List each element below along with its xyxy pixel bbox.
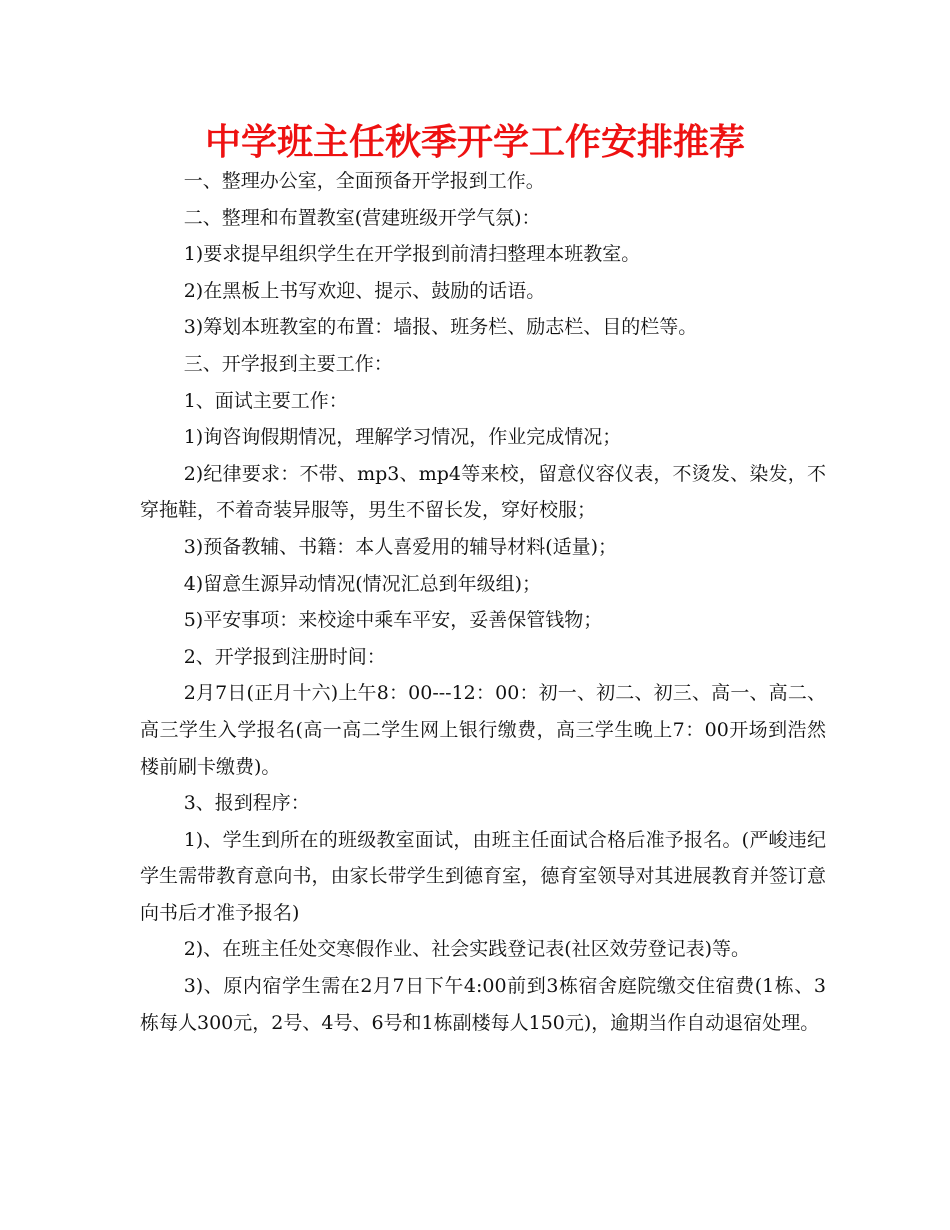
paragraph: 1)、学生到所在的班级教室面试，由班主任面试合格后准予报名。(严峻违纪学生需带教育意向书，由家长带学生到德育室，德育室领导对其进展教育并签订意向书后才准予报名) — [140, 828, 826, 924]
paragraph: 2、开学报到注册时间： — [183, 645, 386, 668]
paragraph: 3)筹划本班教室的布置：墙报、班务栏、励志栏、目的栏等。 — [183, 316, 698, 339]
paragraph: 3)预备教辅、书籍：本人喜爱用的辅导材料(适量)； — [183, 535, 618, 558]
document-body — [140, 163, 826, 1041]
paragraph: 3、报到程序： — [183, 792, 310, 815]
paragraph: 4)留意生源异动情况(情况汇总到年级组)； — [183, 572, 542, 595]
paragraph: 2)在黑板上书写欢迎、提示、鼓励的话语。 — [183, 279, 546, 302]
paragraph: 一、整理办公室，全面预备开学报到工作。 — [183, 170, 545, 192]
paragraph: 3)、原内宿学生需在2月7日下午4:00前到3栋宿舍庭院缴交住宿费(1栋、3栋每人300元，2号、4号、6号和1栋副楼每人150元)，逾期当作自动退宿处理。 — [140, 975, 826, 1034]
paragraph: 2)纪律要求：不带、mp3、mp4等来校，留意仪容仪表，不烫发、染发，不穿拖鞋，不着奇装异服等，男生不留长发，穿好校服； — [140, 462, 826, 522]
paragraph: 1)要求提早组织学生在开学报到前清扫整理本班教室。 — [183, 243, 641, 266]
document-title: 中学班主任秋季开学工作安排推荐 — [204, 122, 745, 163]
paragraph: 1、面试主要工作： — [183, 389, 348, 412]
paragraph: 2)、在班主任处交寒假作业、社会实践登记表(社区效劳登记表)等。 — [183, 938, 751, 961]
paragraph: 1)询咨询假期情况，理解学习情况，作业完成情况； — [183, 426, 622, 449]
paragraph: 三、开学报到主要工作： — [183, 352, 393, 375]
paragraph: 二、整理和布置教室(营建班级开学气氛)： — [183, 206, 541, 229]
paragraph: 5)平安事项：来校途中乘车平安，妥善保管钱物； — [183, 609, 603, 632]
paragraph: 2月7日(正月十六)上午8：00---12：00：初一、初二、初三、高一、高二、高三学生入学报名(高一高二学生网上银行缴费，高三学生晚上7：00开场到浩然楼前刷卡缴费)。 — [140, 682, 826, 778]
